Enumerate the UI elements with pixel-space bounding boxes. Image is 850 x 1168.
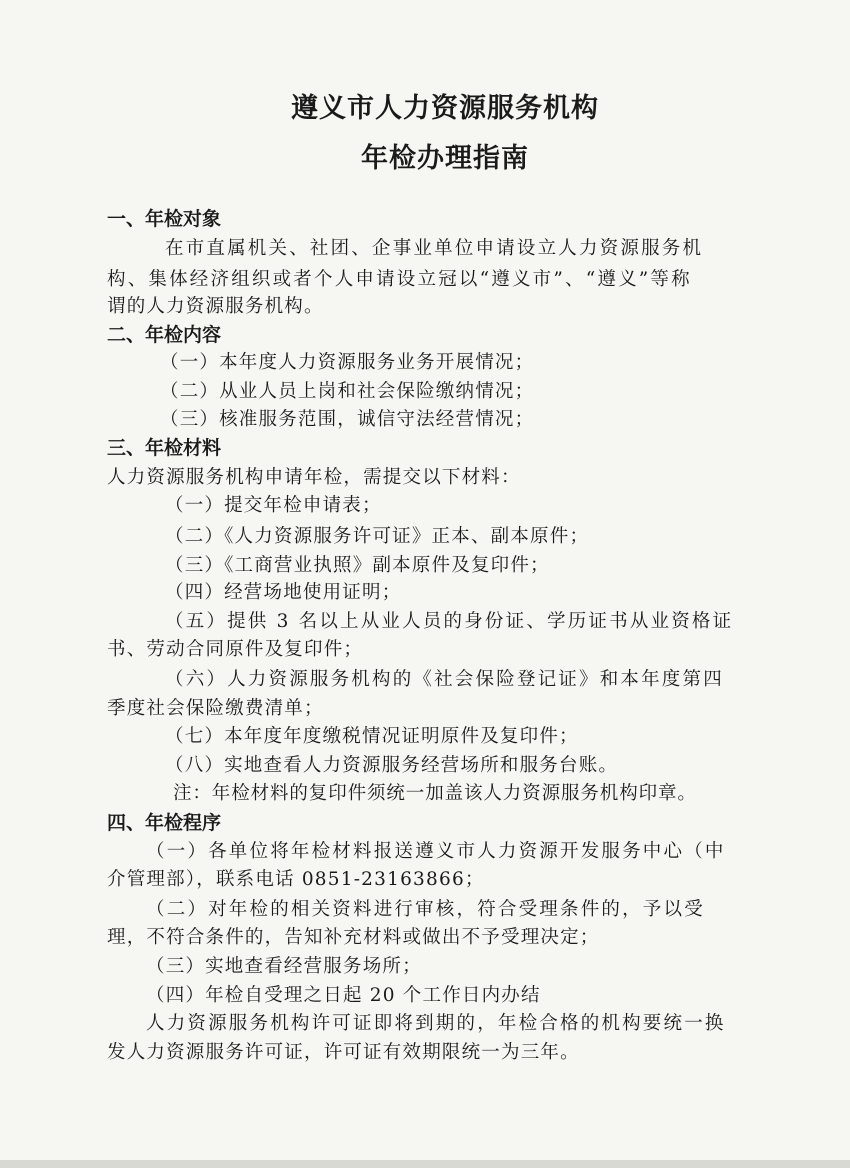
section3-item-3: （三）《工商营业执照》副本原件及复印件； bbox=[165, 555, 550, 576]
section4-item-4: （四）年检自受理之日起 20 个工作日内办结 bbox=[146, 985, 541, 1006]
document-title-line2: 年检办理指南 bbox=[361, 143, 529, 174]
section4-item-2-line2: 理，不符合条件的，告知补充材料或做出不予受理决定； bbox=[107, 927, 600, 948]
section-heading-content: 二、年检内容 bbox=[107, 324, 222, 346]
section4-item-1-line2: 介管理部），联系电话 0851-23163866； bbox=[107, 869, 485, 890]
section3-item-5-line2: 书、劳动合同原件及复印件； bbox=[107, 639, 364, 660]
section3-item-6-line1: （六）人力资源服务机构的《社会保险登记证》和本年度第四 bbox=[165, 669, 724, 690]
scan-bottom-edge bbox=[0, 1160, 850, 1168]
section3-item-7: （七）本年度年度缴税情况证明原件及复印件； bbox=[165, 726, 579, 747]
section4-closing-line2: 发人力资源服务许可证，许可证有效期限统一为三年。 bbox=[107, 1042, 580, 1063]
section3-item-6-line2: 季度社会保险缴费清单； bbox=[107, 698, 324, 719]
section-heading-materials: 三、年检材料 bbox=[107, 437, 222, 459]
section3-item-2: （二）《人力资源服务许可证》正本、副本原件； bbox=[165, 526, 590, 547]
section4-item-1-line1: （一）各单位将年检材料报送遵义市人力资源开发服务中心（中 bbox=[146, 841, 726, 862]
section3-item-8: （八）实地查看人力资源服务经营场所和服务台账。 bbox=[165, 755, 619, 776]
document-title-line1: 遵义市人力资源服务机构 bbox=[291, 93, 599, 124]
section2-item-3: （三）核准服务范围，诚信守法经营情况； bbox=[160, 409, 535, 430]
section3-intro: 人力资源服务机构申请年检，需提交以下材料： bbox=[107, 467, 521, 488]
section3-note: 注：年检材料的复印件须统一加盖该人力资源服务机构印章。 bbox=[173, 783, 697, 804]
section4-item-2-line1: （二）对年检的相关资料进行审核，符合受理条件的，予以受 bbox=[146, 899, 705, 920]
section4-item-3: （三）实地查看经营服务场所； bbox=[146, 956, 422, 977]
section1-paragraph-line3: 谓的人力资源服务机构。 bbox=[107, 296, 324, 317]
section4-closing-line1: 人力资源服务机构许可证即将到期的，年检合格的机构要统一换 bbox=[146, 1013, 726, 1034]
section1-paragraph-line2: 构、集体经济组织或者个人申请设立冠以“遵义市”、“遵义”等称 bbox=[107, 269, 692, 290]
section1-paragraph-line1: 在市直属机关、社团、企事业单位申请设立人力资源服务机 bbox=[165, 238, 704, 259]
section3-item-1: （一）提交年检申请表； bbox=[165, 495, 382, 516]
section-heading-target: 一、年检对象 bbox=[107, 208, 222, 230]
section-heading-procedure: 四、年检程序 bbox=[107, 812, 222, 834]
section2-item-2: （二）从业人员上岗和社会保险缴纳情况； bbox=[160, 381, 535, 402]
section2-item-1: （一）本年度人力资源服务业务开展情况； bbox=[160, 352, 535, 373]
section3-item-5-line1: （五）提供 3 名以上从业人员的身份证、学历证书从业资格证 bbox=[165, 611, 734, 632]
section3-item-4: （四）经营场地使用证明； bbox=[165, 582, 402, 603]
